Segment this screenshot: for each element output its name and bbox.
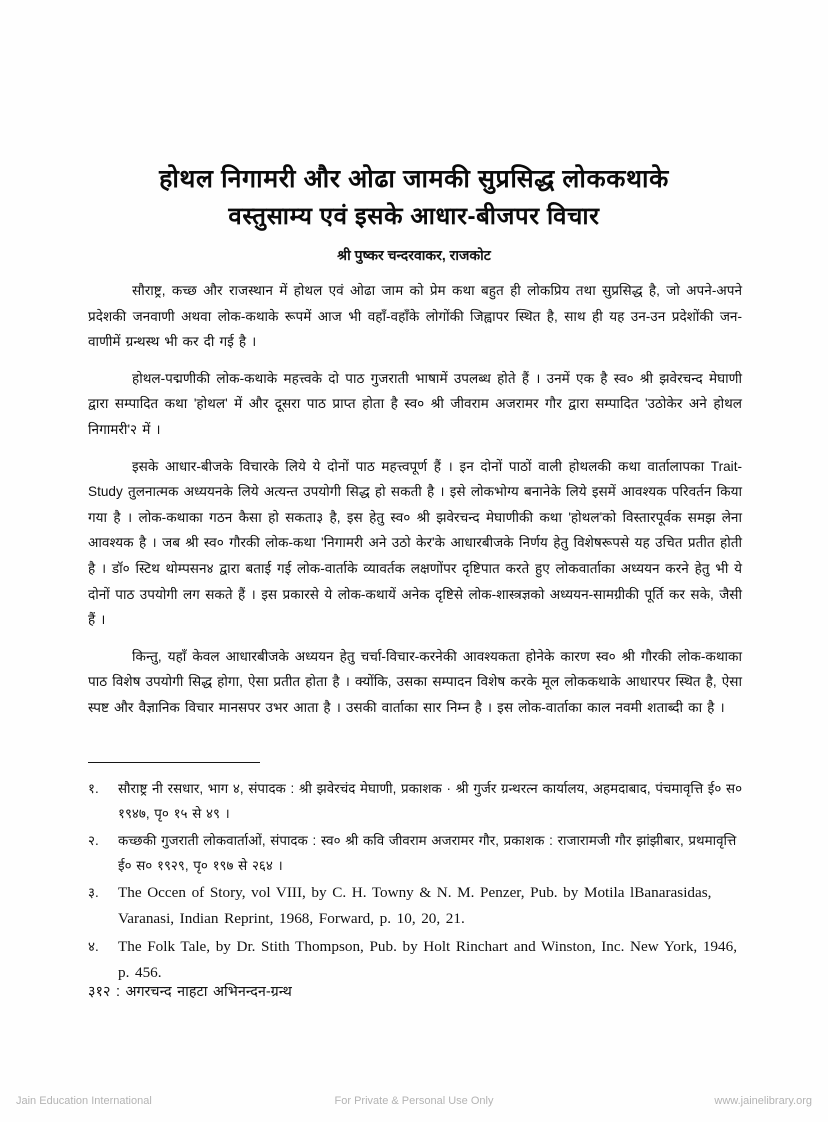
footnote-item (88, 880, 744, 932)
page-title-line-1: होथल निगामरी और ओढा जामकी सुप्रसिद्ध लोककथाके (159, 165, 669, 193)
body-paragraph: सौराष्ट्र, कच्छ और राजस्थान में होथल एवं ओढा जाम को प्रेम कथा बहुत ही लोकप्रिय तथा सुप्रसिद्ध है, जो अपने-अपने प्रदेशकी जनवाणी अथवा लोक-कथाके रूपमें आज भी वहाँ-वहाँके लोगोंकी जिह्वापर स्थित है, साथ ही यह उन-उन प्रदेशोंकी जन-वाणीमें ग्रन्थस्थ भी कर दी गई है । (88, 283, 742, 350)
author-byline: श्री पुष्कर चन्दरवाकर, राजकोट (337, 247, 491, 263)
scan-footer-right[interactable]: www.jainelibrary.org (714, 1095, 812, 1107)
scan-footer-left: Jain Education International (16, 1095, 152, 1107)
footnote-item (88, 776, 744, 826)
footnote-text: The Occen of Story, vol VIII, by C. H. Towny & N. M. Penzer, Pub. by Motila lBanarasidas, Varanasi, Indian Reprint, 1968, Forward, p. 10, 20, 21. (118, 884, 712, 927)
page-title-line-2: वस्तुसाम्य एवं इसके आधार-बीजपर विचार (228, 203, 600, 230)
footnote-number: २. (88, 833, 99, 848)
footnote-text: सौराष्ट्र नी रसधार, भाग ४, संपादक : श्री झवेरचंद मेघाणी, प्रकाशक · श्री गुर्जर ग्रन्थरत्न कार्यालय, अहमदाबाद, पंचमावृत्ति ई० स० १९४७, पृ० १५ से ४९ । (118, 781, 743, 821)
body-paragraph: इसके आधार-बीजके विचारके लिये ये दोनों पाठ महत्त्वपूर्ण हैं । इन दोनों पाठों वाली होथलकी कथा वार्तालापका Trait-Study तुलनात्मक अध्ययनके लिये अत्यन्त उपयोगी सिद्ध हो सकती है । इसे लोकभोग्य बनानेके लिये इसमें आवश्यक परिवर्तन किया गया है । लोक-कथाका गठन कैसा हो सकता३ है, इस हेतु स्व० श्री झवेरचन्द मेघाणीकी कथा 'होथल'को विस्तारपूर्वक समझ लेना आवश्यक है । जब श्री स्व० गौरकी लोक-कथा 'निगामरी अने उठो केर'के आधारबीजके निर्णय हेतु विशेषरूपसे यह उचित प्रतीत होती है । डॉ० स्टिथ थोम्पसन४ द्वारा बताई गई लोक-वार्ताके व्यावर्तक लक्षणोंपर दृष्टिपात करते हुए लोकवार्ताका अध्ययन करने हेतु भी ये दोनों पाठ उपयोगी लग सकते हैं । इस प्रकारसे ये लोक-कथायें अनेक दृष्टिसे लोक-शास्त्रज्ञको अध्ययन-सामग्रीकी पूर्ति कर सके, जैसी हैं । (88, 458, 742, 628)
footnote-text: कच्छकी गुजराती लोकवार्ताओं, संपादक : स्व० श्री कवि जीवराम अजरामर गौर, प्रकाशक : राजारामजी गौर झांझीबार, प्रथमावृत्ति ई० स० १९२९, पृ० १९७ से २६४ । (118, 833, 737, 873)
scan-attribution-footer (0, 1090, 828, 1112)
body-paragraph: होथल-पद्मणीकी लोक-कथाके महत्त्वके दो पाठ गुजराती भाषामें उपलब्ध होते हैं । उनमें एक है स्व० श्री झवेरचन्द मेघाणी द्वारा सम्पादित कथा 'होथल' में और दूसरा पाठ प्राप्त होता है स्व० श्री जीवराम अजरामर गौर द्वारा सम्पादित 'उठोकेर अने होथल निगामरी'२ में । (88, 370, 742, 437)
body-paragraph: किन्तु, यहाँ केवल आधारबीजके अध्ययन हेतु चर्चा-विचार-करनेकी आवश्यकता होनेके कारण स्व० श्री गौरकी लोक-कथाका पाठ विशेष उपयोगी सिद्ध होगा, ऐसा प्रतीत होता है । क्योंकि, उसका सम्पादन विशेष करके मूल लोककथाके आधारपर स्थित है, ऐसा स्पष्ट और वैज्ञानिक विचार मानसपर उभर आता है । उसकी वार्ताका सार निम्न है । इस लोक-वार्ताका काल नवमी शताब्दी का है । (88, 648, 742, 715)
article-body (88, 278, 742, 732)
footnote-item (88, 828, 744, 878)
footnote-number: ४. (88, 939, 99, 954)
footnote-item (88, 934, 744, 986)
article-title-block (88, 160, 740, 265)
footnote-number: १. (88, 781, 99, 796)
footnote-number: ३. (88, 885, 99, 900)
footnote-text: The Folk Tale, by Dr. Stith Thompson, Pub. by Holt Rinchart and Winston, Inc. New York, 1946, p. 456. (118, 938, 738, 981)
footnote-list (88, 776, 744, 988)
page-number-footer: ३१२ : अगरचन्द नाहटा अभिनन्दन-ग्रन्थ (88, 984, 292, 1000)
footnote-separator-rule (88, 762, 260, 763)
scan-footer-middle: For Private & Personal Use Only (334, 1095, 494, 1107)
